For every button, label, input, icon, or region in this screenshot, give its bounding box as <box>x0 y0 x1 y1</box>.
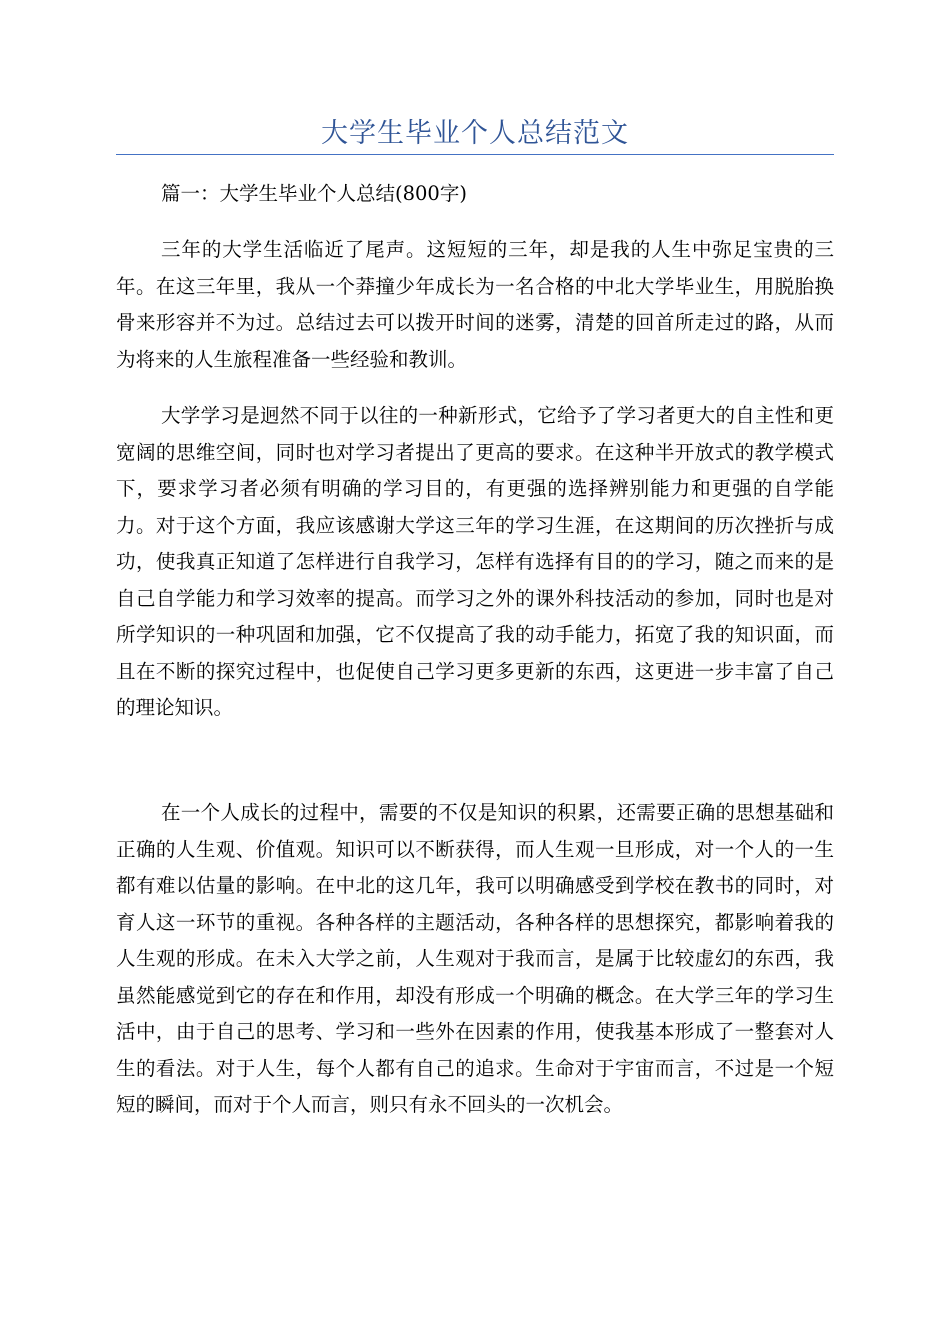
paragraph-3: 在一个人成长的过程中，需要的不仅是知识的积累，还需要正确的思想基础和正确的人生观、价值观。知识可以不断获得，而人生观一旦形成，对一个人的一生都有难以估量的影响。在中北的这几年，我可以明确感受到学校在教书的同时，对育人这一环节的重视。各种各样的主题活动，各种各样的思想探究，都影响着我的人生观的形成。在未入大学之前，人生观对于我而言，是属于比较虚幻的东西，我虽然能感觉到它的存在和作用，却没有形成一个明确的概念。在大学三年的学习生活中，由于自己的思考、学习和一些外在因素的作用，使我基本形成了一整套对人生的看法。对于人生，每个人都有自己的追求。生命对于宇宙而言，不过是一个短短的瞬间，而对于个人而言，则只有永不回头的一次机会。 <box>116 801 834 1116</box>
paragraph-1: 三年的大学生活临近了尾声。这短短的三年，却是我的人生中弥足宝贵的三年。在这三年里，我从一个莽撞少年成长为一名合格的中北大学毕业生，用脱胎换骨来形容并不为过。总结过去可以拨开时间的迷雾，清楚的回首所走过的路，从而为将来的人生旅程准备一些经验和教训。 <box>116 238 834 371</box>
title-underline <box>116 154 834 155</box>
document-title: 大学生毕业个人总结范文 <box>321 118 629 149</box>
section-heading: 篇一：大学生毕业个人总结(800字) <box>161 182 467 205</box>
paragraph-2: 大学学习是迥然不同于以往的一种新形式，它给予了学习者更大的自主性和更宽阔的思维空间，同时也对学习者提出了更高的要求。在这种半开放式的教学模式下，要求学习者必须有明确的学习目的，有更强的选择辨别能力和更强的自学能力。对于这个方面，我应该感谢大学这三年的学习生涯，在这期间的历次挫折与成功，使我真正知道了怎样进行自我学习，怎样有选择有目的的学习，随之而来的是自己自学能力和学习效率的提高。而学习之外的课外科技活动的参加，同时也是对所学知识的一种巩固和加强，它不仅提高了我的动手能力，拓宽了我的知识面，而且在不断的探究过程中，也促使自己学习更多更新的东西，这更进一步丰富了自己的理论知识。 <box>116 404 834 719</box>
